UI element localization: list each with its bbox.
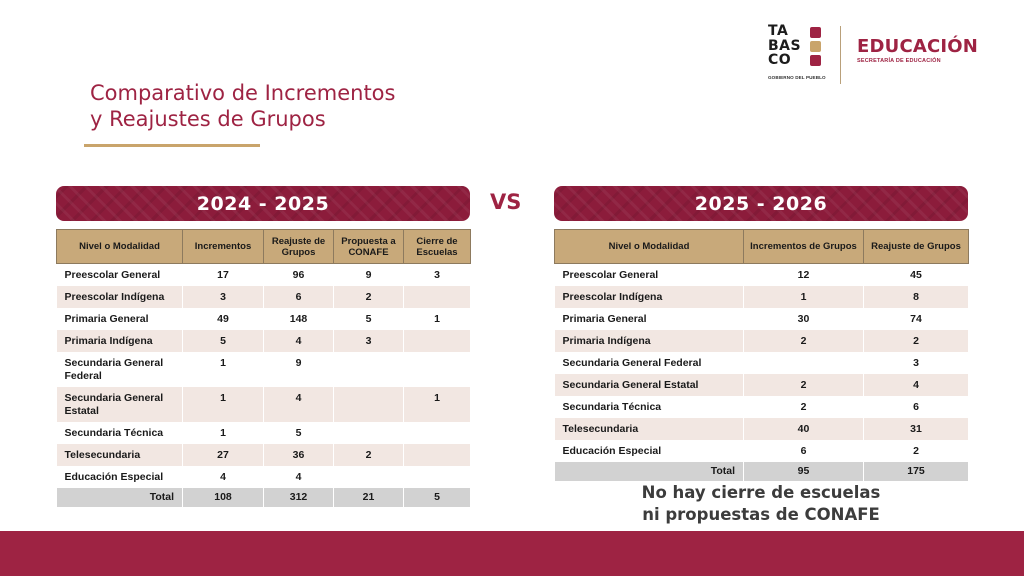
- cell-value: 6: [744, 440, 864, 462]
- table-row: [57, 330, 471, 352]
- table-2025-2026: [554, 229, 969, 481]
- row-label: Secundaria General Estatal: [57, 387, 183, 422]
- cell-value: 49: [183, 308, 264, 330]
- cell-value: 9: [334, 264, 404, 287]
- table-row: [57, 264, 471, 287]
- cell-value: 1: [404, 387, 471, 422]
- cell-value: [404, 286, 471, 308]
- table-row: [555, 330, 969, 352]
- row-label: Secundaria General Estatal: [555, 374, 744, 396]
- footer-bar: [0, 531, 1024, 576]
- logo-divider: [840, 26, 841, 84]
- table-row: [57, 387, 471, 422]
- cell-value: [744, 352, 864, 374]
- table-header-row: [555, 230, 969, 264]
- row-label: Preescolar General: [57, 264, 183, 287]
- table-row: [57, 308, 471, 330]
- row-label: Preescolar Indígena: [555, 286, 744, 308]
- column-header: Incrementos: [183, 230, 264, 264]
- table-row: [555, 286, 969, 308]
- cell-value: 4: [264, 466, 334, 488]
- total-row: [57, 488, 471, 507]
- education-logo-subtitle: SECRETARÍA DE EDUCACIÓN: [857, 58, 941, 64]
- cell-value: 5: [334, 308, 404, 330]
- row-label: Primaria General: [555, 308, 744, 330]
- education-logo: [857, 24, 978, 64]
- total-value: 175: [864, 462, 969, 481]
- total-value: 95: [744, 462, 864, 481]
- cell-value: [334, 387, 404, 422]
- cell-value: 17: [183, 264, 264, 287]
- page-title: [90, 80, 395, 132]
- row-label: Primaria General: [57, 308, 183, 330]
- cell-value: 12: [744, 264, 864, 287]
- cell-value: 4: [264, 387, 334, 422]
- cell-value: [334, 422, 404, 444]
- tabasco-logo-line-2: BAS: [768, 37, 802, 54]
- cell-value: 3: [864, 352, 969, 374]
- row-label: Primaria Indígena: [57, 330, 183, 352]
- total-value: 5: [404, 488, 471, 507]
- page-title-line-1: Comparativo de Incrementos: [90, 81, 396, 105]
- education-logo-title: EDUCACIÓN: [857, 36, 979, 57]
- table-row: [555, 374, 969, 396]
- cell-value: 8: [864, 286, 969, 308]
- row-label: Preescolar General: [555, 264, 744, 287]
- row-label: Educación Especial: [555, 440, 744, 462]
- table-row: [555, 308, 969, 330]
- tabasco-logo: [768, 24, 834, 86]
- cell-value: 2: [744, 374, 864, 396]
- total-label: Total: [57, 488, 183, 507]
- cell-value: 2: [744, 396, 864, 418]
- row-label: Preescolar Indígena: [57, 286, 183, 308]
- page-title-line-2: y Reajustes de Grupos: [90, 107, 326, 131]
- cell-value: [404, 444, 471, 466]
- column-header: Reajuste de Grupos: [264, 230, 334, 264]
- column-header: Propuesta a CONAFE: [334, 230, 404, 264]
- cell-value: [404, 466, 471, 488]
- table-row: [57, 286, 471, 308]
- column-header: Nivel o Modalidad: [555, 230, 744, 264]
- tabasco-logo-line-3: CO: [768, 52, 792, 68]
- cell-value: 30: [744, 308, 864, 330]
- table-row: [57, 422, 471, 444]
- row-label: Telesecundaria: [57, 444, 183, 466]
- table-row: [555, 418, 969, 440]
- cell-value: 4: [264, 330, 334, 352]
- cell-value: [404, 422, 471, 444]
- table-2024-2025: [56, 229, 471, 507]
- cell-value: 27: [183, 444, 264, 466]
- cell-value: 40: [744, 418, 864, 440]
- note-line-2: ni propuestas de CONAFE: [642, 505, 880, 524]
- cell-value: 1: [183, 422, 264, 444]
- cell-value: [404, 330, 471, 352]
- column-header: Incrementos de Grupos: [744, 230, 864, 264]
- period-banner-2025: [554, 186, 968, 221]
- table-row: [555, 264, 969, 287]
- cell-value: 2: [334, 444, 404, 466]
- row-label: Educación Especial: [57, 466, 183, 488]
- cell-value: 5: [264, 422, 334, 444]
- column-header: Cierre de Escuelas: [404, 230, 471, 264]
- row-label: Secundaria General Federal: [555, 352, 744, 374]
- total-label: Total: [555, 462, 744, 481]
- total-value: 21: [334, 488, 404, 507]
- cell-value: [334, 466, 404, 488]
- table-row: [555, 440, 969, 462]
- total-value: 108: [183, 488, 264, 507]
- cell-value: 2: [864, 440, 969, 462]
- title-underline: [84, 144, 260, 147]
- cell-value: 1: [744, 286, 864, 308]
- cell-value: 3: [404, 264, 471, 287]
- row-label: Secundaria General Federal: [57, 352, 183, 387]
- cell-value: 1: [183, 352, 264, 387]
- cell-value: 1: [183, 387, 264, 422]
- cell-value: 2: [334, 286, 404, 308]
- cell-value: [404, 352, 471, 387]
- total-row: [555, 462, 969, 481]
- vs-label: VS: [490, 190, 522, 214]
- cell-value: 74: [864, 308, 969, 330]
- table-row: [57, 444, 471, 466]
- cell-value: 148: [264, 308, 334, 330]
- cell-value: 36: [264, 444, 334, 466]
- row-label: Secundaria Técnica: [555, 396, 744, 418]
- note-text: [554, 482, 968, 526]
- cell-value: 4: [864, 374, 969, 396]
- cell-value: 5: [183, 330, 264, 352]
- cell-value: 96: [264, 264, 334, 287]
- cell-value: 6: [864, 396, 969, 418]
- period-label-2025: 2025 - 2026: [694, 192, 828, 215]
- cell-value: 31: [864, 418, 969, 440]
- table-row: [555, 396, 969, 418]
- table-row: [57, 466, 471, 488]
- table-row: [57, 352, 471, 387]
- column-header: Nivel o Modalidad: [57, 230, 183, 264]
- cell-value: 45: [864, 264, 969, 287]
- header-logos: [768, 24, 978, 86]
- column-header: Reajuste de Grupos: [864, 230, 969, 264]
- table-header-row: [57, 230, 471, 264]
- tabasco-emblem-icon: [810, 27, 824, 69]
- table-row: [555, 352, 969, 374]
- row-label: Telesecundaria: [555, 418, 744, 440]
- row-label: Secundaria Técnica: [57, 422, 183, 444]
- row-label: Primaria Indígena: [555, 330, 744, 352]
- cell-value: 3: [183, 286, 264, 308]
- cell-value: 2: [864, 330, 969, 352]
- cell-value: 9: [264, 352, 334, 387]
- note-line-1: No hay cierre de escuelas: [641, 483, 881, 502]
- cell-value: 1: [404, 308, 471, 330]
- period-banner-2024: [56, 186, 470, 221]
- cell-value: 2: [744, 330, 864, 352]
- tabasco-logo-line-1: TA: [768, 23, 789, 39]
- cell-value: 4: [183, 466, 264, 488]
- total-value: 312: [264, 488, 334, 507]
- period-label-2024: 2024 - 2025: [196, 192, 330, 215]
- tabasco-logo-subtitle: GOBIERNO DEL PUEBLO: [768, 75, 826, 80]
- cell-value: 3: [334, 330, 404, 352]
- cell-value: [334, 352, 404, 387]
- cell-value: 6: [264, 286, 334, 308]
